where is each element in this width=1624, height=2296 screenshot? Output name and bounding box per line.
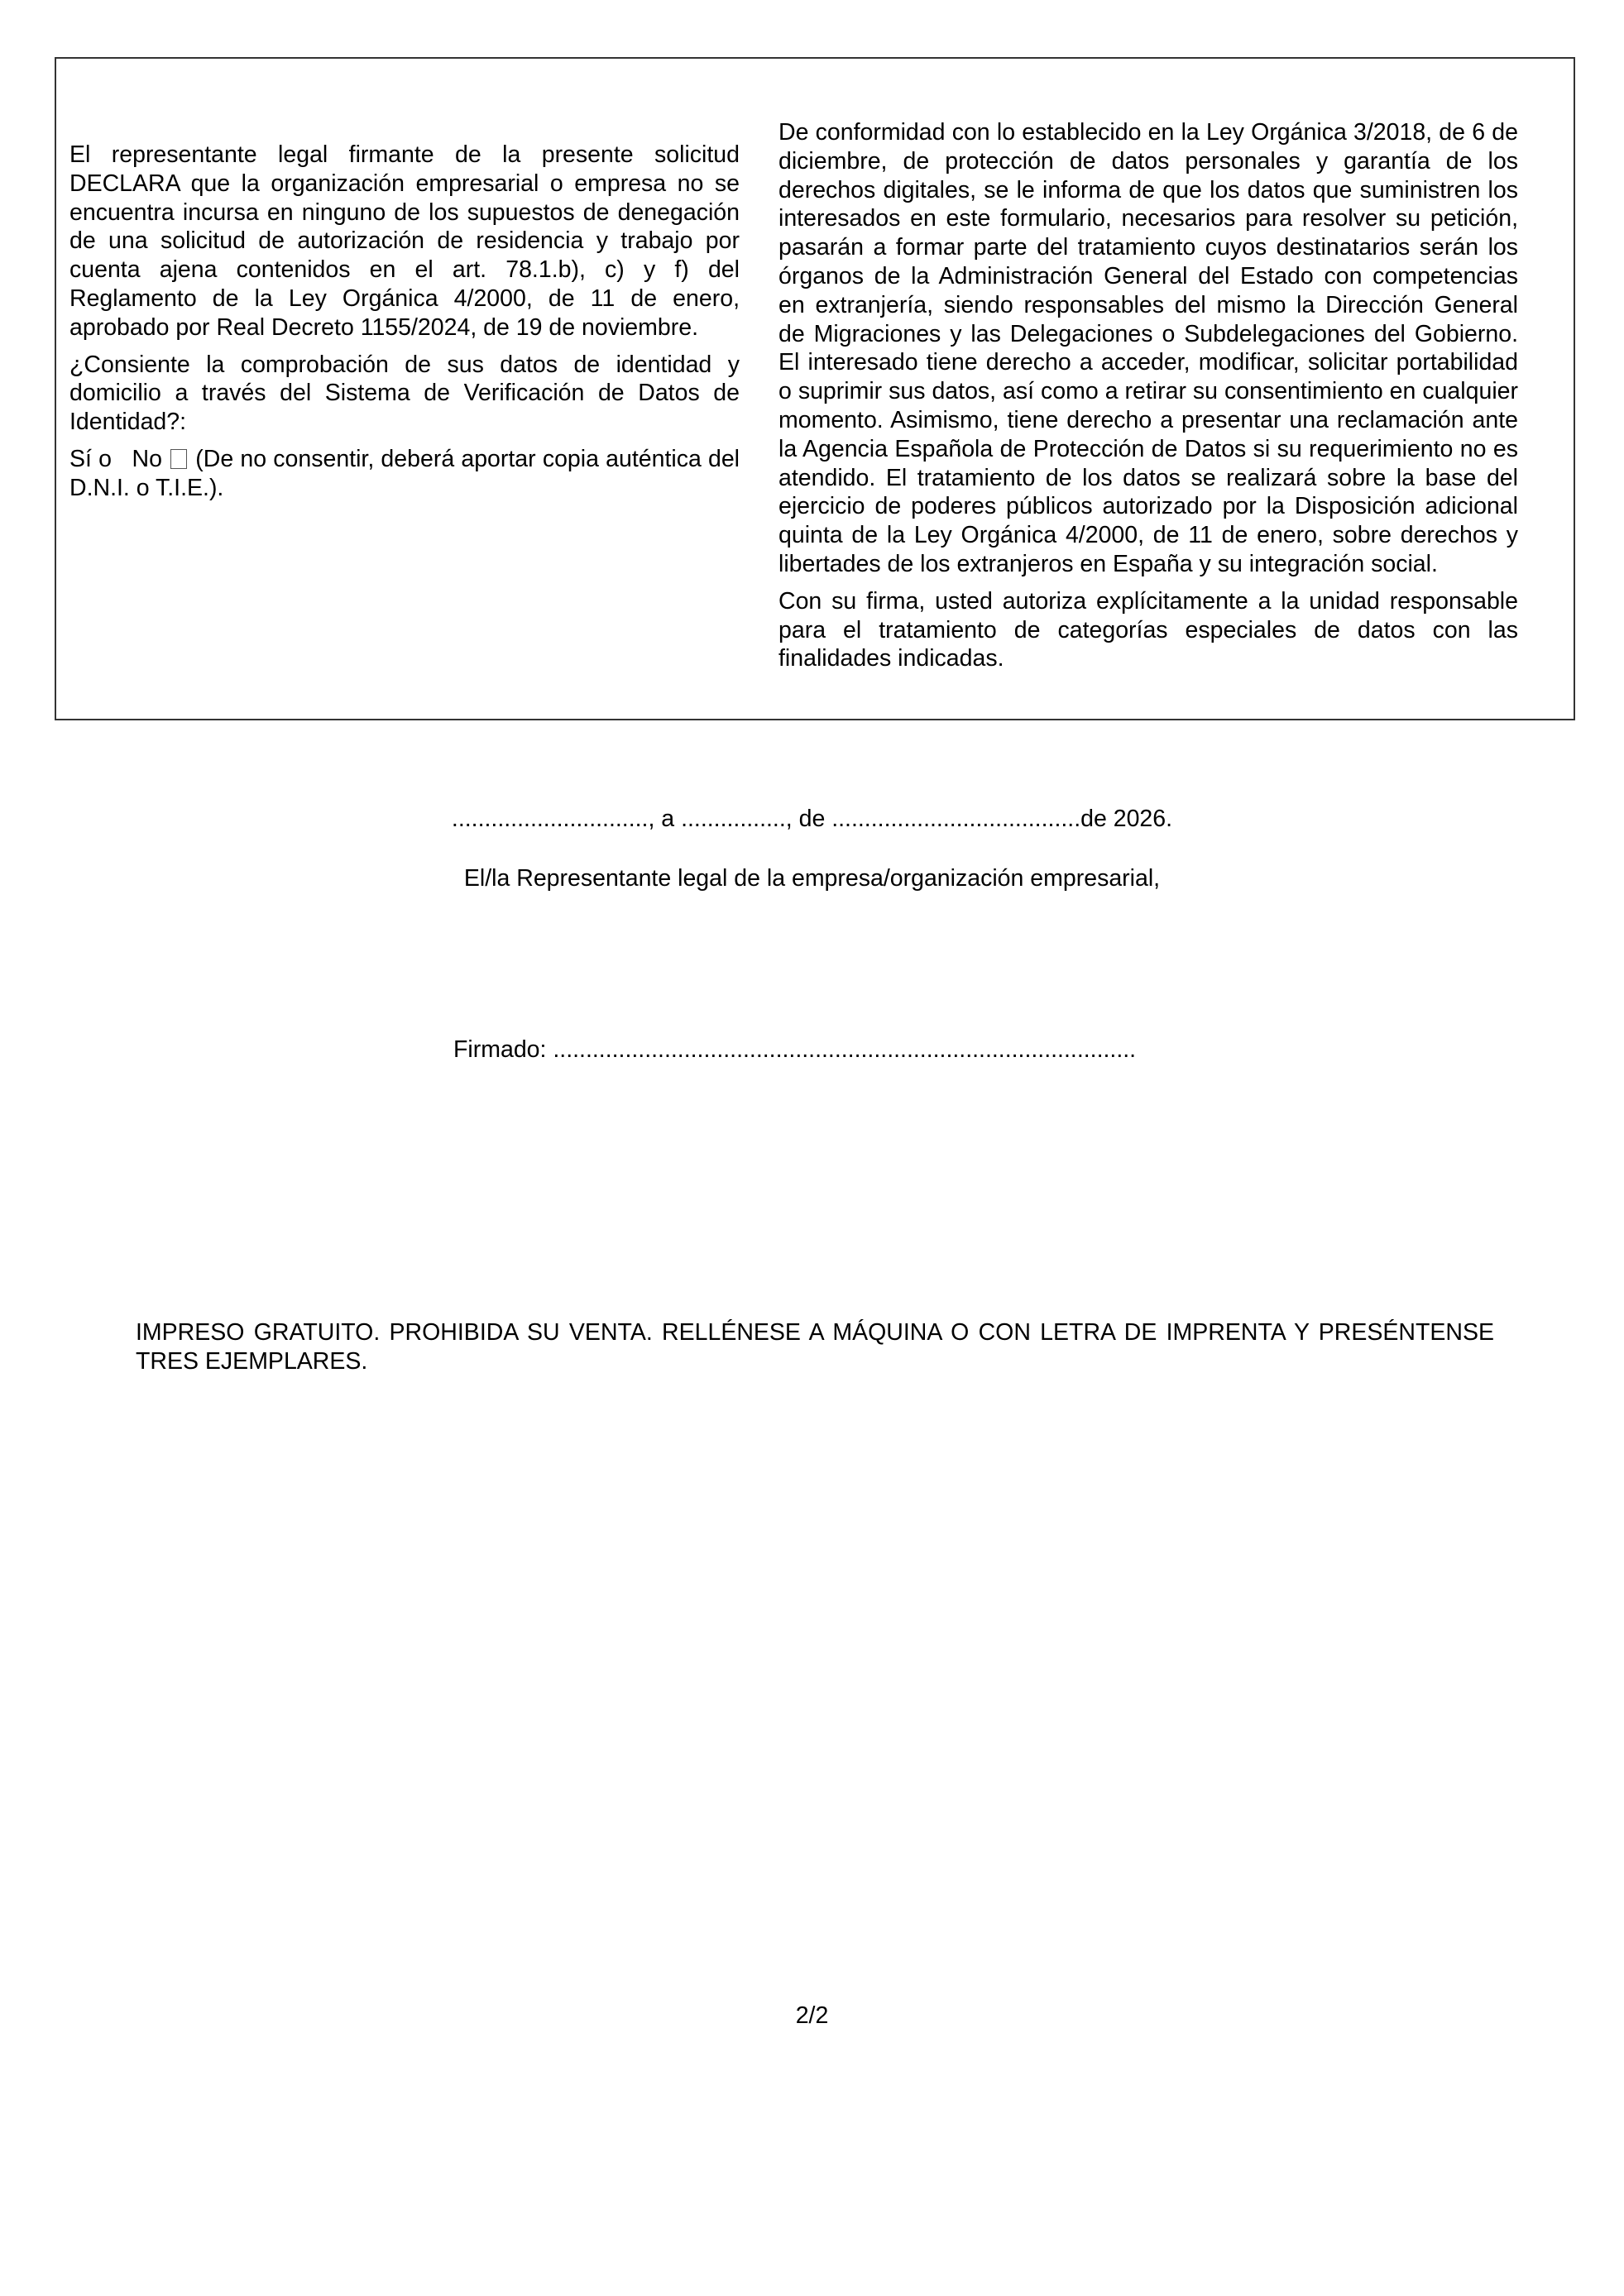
consent-no-note: (De no consentir, deberá aportar copia auténtica del D.N.I. o T.I.E.). bbox=[69, 445, 740, 501]
declaration-paragraph: El representante legal firmante de la presente solicitud DECLARA que la organización empresarial o empresa no se encuentra incursa en ninguno de los supuestos de denegación de una solicitud de autorización de residencia y trabajo por cuenta ajena contenidos en el art. 78.1.b), c) y f) del Reglamento de la Ley Orgánica 4/2000, de 11 de enero, aprobado por Real Decreto 1155/2024, de 19 de noviembre. bbox=[69, 141, 740, 341]
consent-yes-option[interactable]: Sí o bbox=[69, 445, 112, 472]
consent-no-checkbox[interactable] bbox=[170, 449, 187, 469]
signature-line: Firmado: ......................................................................................... bbox=[453, 1036, 1137, 1063]
consent-question: ¿Consiente la comprobación de sus datos de identidad y domicilio a través del Sistema de Verificación de Datos de Identidad?: bbox=[69, 351, 740, 436]
date-line: .............................., a ................, de ......................................de 2026. bbox=[451, 806, 1173, 832]
authorization-paragraph: Con su firma, usted autoriza explícitamente a la unidad responsable para el tratamiento de categorías especiales de datos con las finalidades indicadas. bbox=[778, 587, 1518, 672]
privacy-column bbox=[778, 118, 1518, 682]
privacy-paragraph: De conformidad con lo establecido en la Ley Orgánica 3/2018, de 6 de diciembre, de protección de datos personales y garantía de los derechos digitales, se le informa de que los datos que suministren los interesados en este formulario, necesarios para resolver su petición, pasarán a formar parte del tratamiento cuyos destinatarios serán los órganos de la Administración General del Estado con competencias en extranjería, siendo responsables del mismo la Dirección General de Migraciones y las Delegaciones o Subdelegaciones del Gobierno. El interesado tiene derecho a acceder, modificar, solicitar portabilidad o suprimir sus datos, así como a retirar su consentimiento en cualquier momento. Asimismo, tiene derecho a presentar una reclamación ante la Agencia Española de Protección de Datos si su requerimiento no es atendido. El tratamiento de los datos se realizará sobre la base del ejercicio de poderes públicos autorizado por la Disposición adicional quinta de la Ley Orgánica 4/2000, de 11 de enero, sobre derechos y libertades de los extranjeros en España y su integración social. bbox=[778, 119, 1518, 577]
page-number: 2/2 bbox=[795, 2002, 829, 2029]
declaration-column bbox=[69, 141, 740, 511]
form-notice: IMPRESO GRATUITO. PROHIBIDA SU VENTA. RELLÉNESE A MÁQUINA O CON LETRA DE IMPRENTA Y PRESÉNTENSE TRES EJEMPLARES. bbox=[136, 1319, 1494, 1375]
consent-options bbox=[69, 445, 740, 503]
consent-no-option[interactable]: No bbox=[132, 445, 162, 472]
signer-role: El/la Representante legal de la empresa/organización empresarial, bbox=[463, 865, 1161, 892]
